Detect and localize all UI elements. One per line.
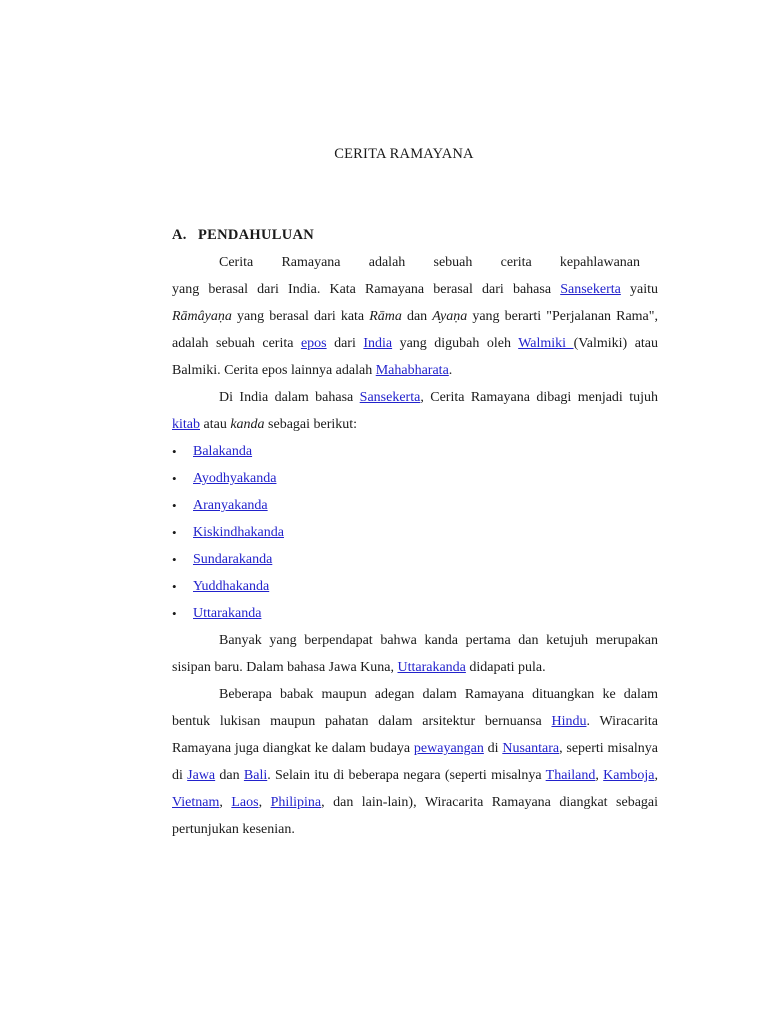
word: sebuah <box>433 255 473 270</box>
list-item <box>172 519 658 546</box>
bullet-icon: • <box>172 606 177 621</box>
term-kanda: kanda <box>230 417 265 432</box>
term-ayana: Ayaṇa <box>432 309 468 324</box>
link-sansekerta-2[interactable]: Sansekerta <box>359 390 421 405</box>
link-nusantara[interactable]: Nusantara <box>502 741 560 756</box>
link-yuddhakanda[interactable]: Yuddhakanda <box>193 579 270 594</box>
link-vietnam[interactable]: Vietnam <box>172 795 220 810</box>
link-pewayangan[interactable]: pewayangan <box>413 741 484 756</box>
list-item <box>172 600 658 627</box>
link-kitab[interactable]: kitab <box>172 417 200 432</box>
page-title: CERITA RAMAYANA <box>334 146 474 162</box>
list-item <box>172 573 658 600</box>
link-thailand[interactable]: Thailand <box>545 768 596 783</box>
bullet-icon: • <box>172 498 177 513</box>
list-item <box>172 438 658 465</box>
link-india[interactable]: India <box>363 336 393 351</box>
document-body <box>172 249 658 843</box>
paragraph-kanda-intro: Di India dalam bahasa Sansekerta, Cerita Ramayana dibagi menjadi tujuh kitab atau kanda sebagai berikut: <box>172 390 658 432</box>
section-heading <box>172 227 314 244</box>
word: cerita <box>500 255 532 270</box>
section-title: PENDAHULUAN <box>197 227 315 243</box>
link-kiskindhakanda[interactable]: Kiskindhakanda <box>193 525 284 540</box>
word: adalah <box>368 255 406 270</box>
kanda-list <box>172 438 658 627</box>
link-sundarakanda[interactable]: Sundarakanda <box>193 552 273 567</box>
word: Ramayana <box>281 255 341 270</box>
bullet-icon: • <box>172 471 177 486</box>
link-mahabharata[interactable]: Mahabharata <box>375 363 449 378</box>
term-ramayana: Rāmâyaṇa <box>172 309 232 324</box>
link-ayodhyakanda[interactable]: Ayodhyakanda <box>193 471 277 486</box>
bullet-icon: • <box>172 579 177 594</box>
list-item <box>172 465 658 492</box>
link-walmiki[interactable]: Walmiki <box>518 336 574 351</box>
paragraph-intro <box>172 249 658 384</box>
link-jawa[interactable]: Jawa <box>187 768 216 783</box>
bullet-icon: • <box>172 552 177 567</box>
link-kamboja[interactable]: Kamboja <box>603 768 655 783</box>
link-aranyakanda[interactable]: Aranyakanda <box>193 498 268 513</box>
paragraph-sisipan: Banyak yang berpendapat bahwa kanda pertama dan ketujuh merupakan sisipan baru. Dalam bahasa Jawa Kuna, Uttarakanda didapati pula. <box>172 633 658 675</box>
term-rama: Rāma <box>369 309 402 324</box>
link-balakanda[interactable]: Balakanda <box>193 444 253 459</box>
link-uttarakanda[interactable]: Uttarakanda <box>193 606 262 621</box>
link-sansekerta[interactable]: Sansekerta <box>560 282 621 297</box>
section-number: A. <box>172 227 187 243</box>
link-hindu[interactable]: Hindu <box>551 714 587 729</box>
link-philipina[interactable]: Philipina <box>270 795 322 810</box>
paragraph-text: yang berasal dari India. Kata Ramayana berasal dari bahasa Sansekerta yaitu Rāmâyaṇa yang berasal dari kata Rāma dan Ayaṇa yang berarti "Perjalanan Rama", adalah sebuah cerita epos dari India yang digubah oleh Walmiki (Valmiki) atau Balmiki. Cerita epos lainnya adalah Mahabharata. <box>172 282 659 378</box>
link-epos[interactable]: epos <box>300 336 327 351</box>
word: kepahlawanan <box>559 255 640 270</box>
word: Cerita <box>219 255 254 270</box>
link-bali[interactable]: Bali <box>243 768 268 783</box>
bullet-icon: • <box>172 444 177 459</box>
list-item <box>172 492 658 519</box>
paragraph-kesenian: Beberapa babak maupun adegan dalam Ramayana dituangkan ke dalam bentuk lukisan maupun pahatan dalam arsitektur bernuansa Hindu. Wiracarita Ramayana juga diangkat ke dalam budaya pewayangan di Nusantara, seperti misalnya di Jawa dan Bali. Selain itu di beberapa negara (seperti misalnya Thailand, Kamboja, Vietnam, Laos, Philipina, dan lain-lain), Wiracarita Ramayana diangkat sebagai pertunjukan kesenian. <box>172 687 659 837</box>
list-item <box>172 546 658 573</box>
paragraph-first-line <box>172 249 658 276</box>
link-laos[interactable]: Laos <box>231 795 259 810</box>
link-uttarakanda-2[interactable]: Uttarakanda <box>397 660 466 675</box>
bullet-icon: • <box>172 525 177 540</box>
